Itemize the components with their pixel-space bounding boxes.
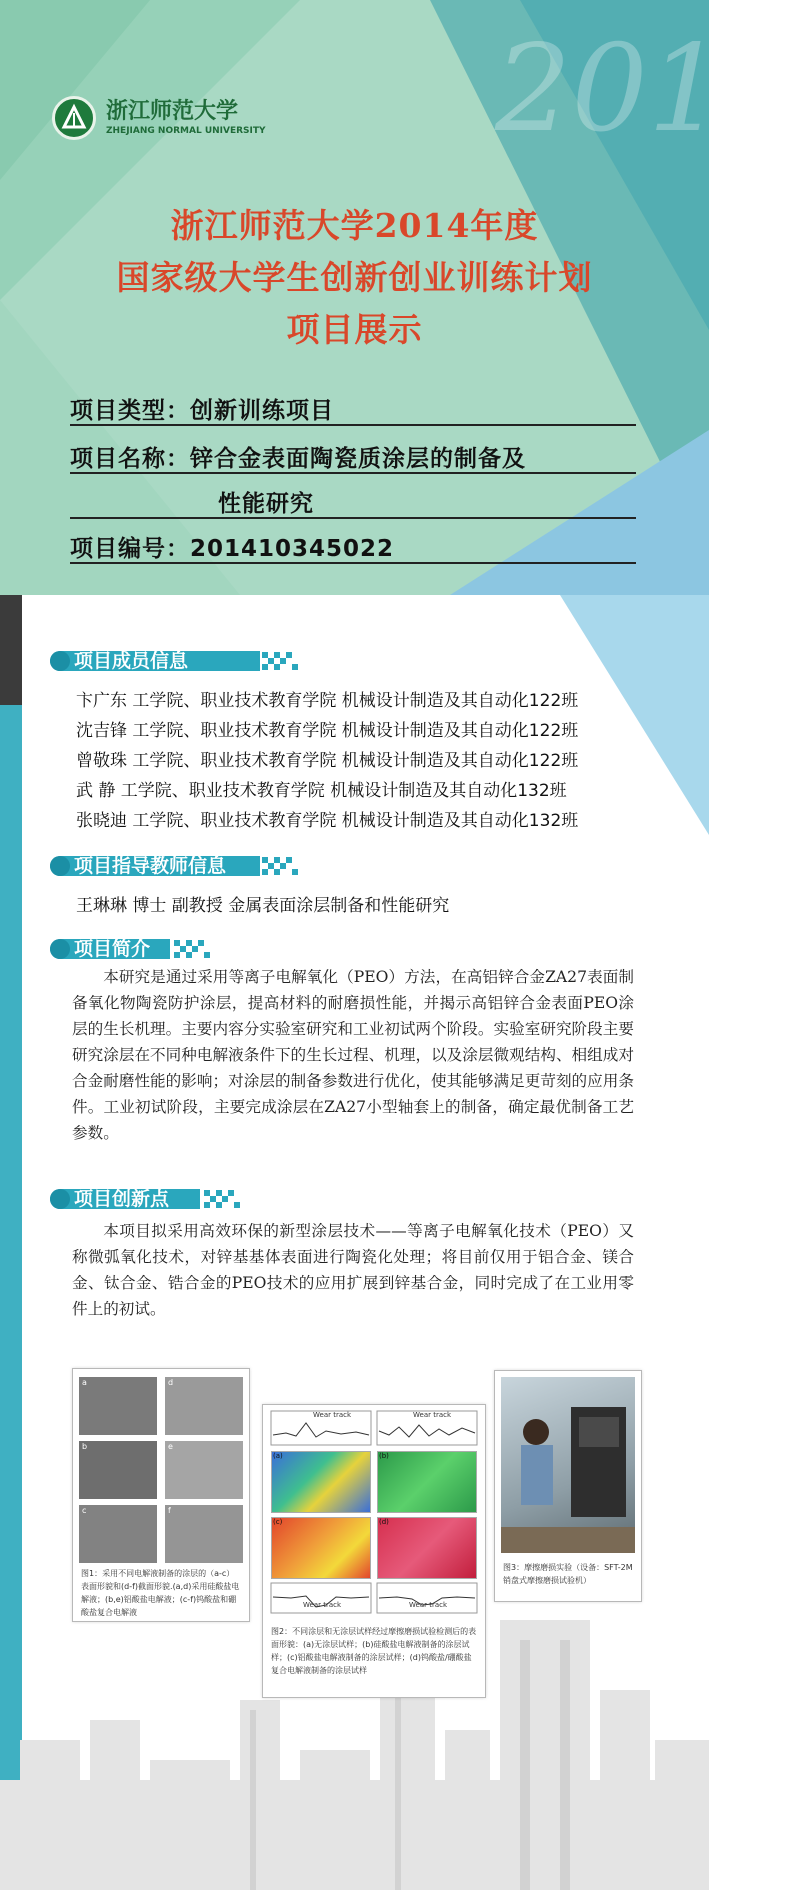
project-name-line-1: 项目名称：锌合金表面陶瓷质涂层的制备及 — [70, 446, 526, 472]
info-underline-4 — [70, 562, 636, 564]
micrograph-f — [165, 1505, 243, 1563]
micrograph-label: d — [168, 1378, 174, 1387]
figure-2-caption: 图2：不同涂层和无涂层试样经过摩擦磨损试验检测后的表面形貌：(a)无涂层试样；(b)硅酸盐电解液制备的涂层试样；(c)铝酸盐电解液制备的涂层试样；(d)钨酸盐/硼酸盐复合电解液制备的涂层试样 — [271, 1627, 477, 1675]
advisor-header-text: 项目指导教师信息 — [74, 855, 227, 877]
project-name-line-2: 性能研究 — [218, 491, 314, 517]
info-underline-2 — [70, 472, 636, 474]
surface-map-d — [377, 1517, 477, 1579]
pixel-pattern-icon — [204, 1186, 252, 1212]
wear-track-label: Wear track — [313, 1411, 352, 1419]
surface-map-c — [271, 1517, 371, 1579]
members-section-header — [50, 648, 310, 674]
pixel-pattern-icon — [262, 648, 310, 674]
member-row: 卞广东 工学院、职业技术教育学院 机械设计制造及其自动化122班 — [76, 691, 579, 711]
micrograph-e — [165, 1441, 243, 1499]
surface-map-b — [377, 1451, 477, 1513]
micrograph-d — [165, 1377, 243, 1435]
year-watermark: 2016 — [495, 20, 800, 159]
title-line-1: 浙江师范大学2014年度 — [170, 206, 539, 245]
innovation-header-text: 项目创新点 — [74, 1188, 170, 1210]
micrograph-label: c — [82, 1506, 87, 1515]
wear-track-label: Wear track — [303, 1601, 342, 1609]
intro-header-text: 项目简介 — [74, 938, 151, 960]
panel-label: (a) — [273, 1452, 283, 1460]
figure-2 — [262, 1404, 486, 1698]
info-underline-3 — [70, 517, 636, 519]
figure-3-caption: 图3：摩擦磨损实验（设备：SFT-2M销盘式摩擦磨损试验机） — [503, 1563, 633, 1585]
micrograph-label: e — [168, 1442, 173, 1451]
university-logo — [52, 92, 312, 148]
panel-label: (d) — [379, 1518, 389, 1526]
title-line-3: 项目展示 — [286, 310, 423, 349]
figure-1-caption: 图1：采用不同电解液制备的涂层的（a-c）表面形貌和(d-f)截面形貌.(a,d)采用硅酸盐电解液；(b,e)铝酸盐电解液；(c-f)钨酸盐和硼酸盐复合电解液 — [81, 1569, 240, 1617]
pixel-pattern-icon — [174, 936, 222, 962]
pixel-pattern-icon — [262, 853, 310, 879]
project-type: 项目类型：创新训练项目 — [70, 398, 334, 424]
project-number: 项目编号：201410345022 — [70, 536, 395, 562]
innovation-section-header — [50, 1186, 310, 1212]
micrograph-label: b — [82, 1442, 88, 1451]
micrograph-c — [79, 1505, 157, 1563]
figure-3 — [494, 1370, 642, 1602]
logo-english: ZHEJIANG NORMAL UNIVERSITY — [106, 126, 266, 136]
figure-1 — [72, 1368, 250, 1622]
intro-section-header — [50, 936, 310, 962]
logo-name: 浙江师范大学 — [106, 98, 239, 124]
bullet-icon — [50, 1189, 70, 1209]
member-row: 张晓迪 工学院、职业技术教育学院 机械设计制造及其自动化132班 — [76, 811, 579, 831]
bullet-icon — [50, 939, 70, 959]
intro-paragraph: 本研究是通过采用等离子电解氧化（PEO）方法，在高铝锌合金ZA27表面制备氧化物陶瓷防护涂层，提高材料的耐磨损性能，并揭示高铝锌合金表面PEO涂层的生长机理。主要内容分实验室研究和工业初试两个阶段。实验室研究阶段主要研究涂层在不同种电解液条件下的生长过程、机理，以及涂层微观结构、相组成对合金耐磨性能的影响；对涂层的制备参数进行优化，使其能够满足更苛刻的应用条件。工业初试阶段，主要完成涂层在ZA27小型轴套上的制备，确定最优制备工艺参数。 — [72, 968, 634, 1142]
member-row: 武 静 工学院、职业技术教育学院 机械设计制造及其自动化132班 — [76, 781, 567, 801]
micrograph-a — [79, 1377, 157, 1435]
micrograph-label: a — [82, 1378, 87, 1387]
surface-map-a — [271, 1451, 371, 1513]
lab-photo — [501, 1377, 635, 1553]
advisor-section-header — [50, 853, 310, 879]
panel-label: (b) — [379, 1452, 389, 1460]
micrograph-b — [79, 1441, 157, 1499]
title-line-2: 国家级大学生创新创业训练计划 — [116, 258, 593, 297]
member-row: 曾敬珠 工学院、职业技术教育学院 机械设计制造及其自动化122班 — [76, 751, 579, 771]
bullet-icon — [50, 651, 70, 671]
advisor-row: 王琳琳 博士 副教授 金属表面涂层制备和性能研究 — [76, 896, 450, 916]
members-header-text: 项目成员信息 — [74, 650, 189, 672]
member-row: 沈吉锋 工学院、职业技术教育学院 机械设计制造及其自动化122班 — [76, 721, 579, 741]
innovation-paragraph: 本项目拟采用高效环保的新型涂层技术——等离子电解氧化技术（PEO）又称微弧氧化技术，对锌基基体表面进行陶瓷化处理；将目前仅用于铝合金、镁合金、钛合金、锆合金的PEO技术的应用扩展到锌基合金，同时完成了在工业用零件上的初试。 — [72, 1222, 634, 1318]
panel-label: (c) — [273, 1518, 283, 1526]
info-underline-1 — [70, 424, 636, 426]
wear-track-label: Wear track — [413, 1411, 452, 1419]
micrograph-label: f — [168, 1506, 171, 1515]
logo-emblem-icon — [52, 96, 96, 140]
right-blue-triangle — [560, 595, 709, 835]
wear-track-label: Wear track — [409, 1601, 448, 1609]
left-strip-dark — [0, 595, 22, 705]
bullet-icon — [50, 856, 70, 876]
